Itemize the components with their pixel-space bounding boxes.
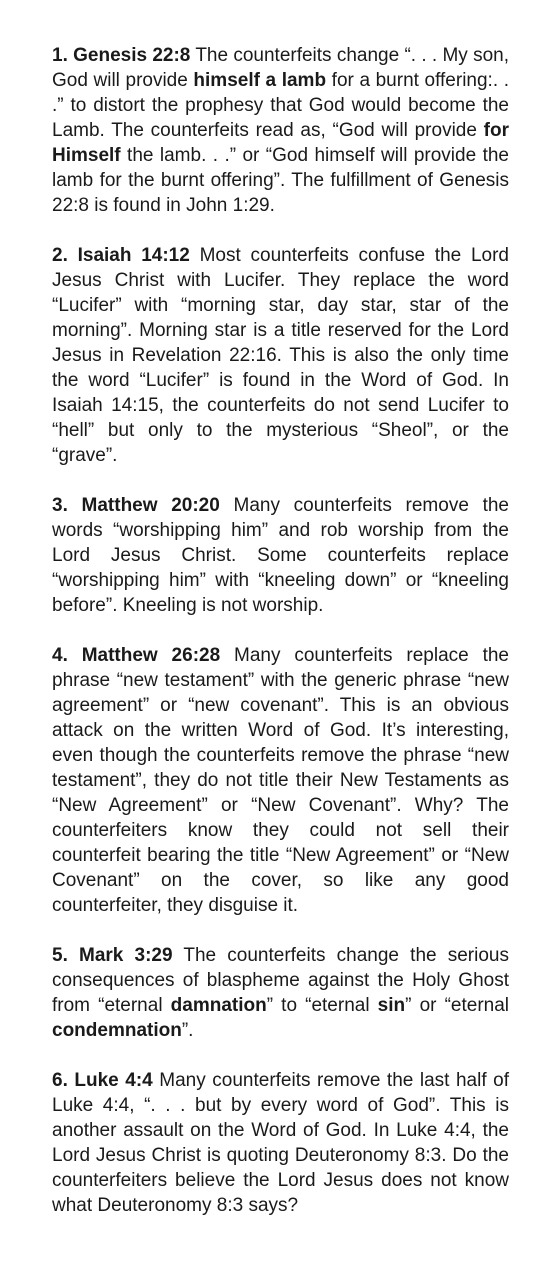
entry-text: the lamb. . .” or “God himself will provide the lamb for the burnt offering”. The fulfillment of Genesis 22:8 is found in John 1:29. [52, 145, 509, 216]
emphasis-text: himself a lamb [193, 70, 327, 91]
entry-mark-3-29 [52, 943, 509, 1043]
entry-text: Many counterfeits remove the last half of Luke 4:4, “. . . but by every word of God”. This is another assault on the Word of God. In Luke 4:4, the Lord Jesus Christ is quoting Deuteronomy 8:3. Do the counterfeiters believe the Lord Jesus does not know what Deuteronomy 8:3 says? [52, 1070, 509, 1216]
entry-text: Many counterfeits replace the phrase “new testament” with the generic phrase “new agreement” or “new covenant”. This is an obvious attack on the written Word of God. It’s interesting, even though the counterfeits remove the phrase “new testament”, they do not title their New Testaments as “New Agreement” or “New Covenant”. Why? The counterfeiters know they could not sell their counterfeit bearing the title “New Agreement” or “New Covenant” on the cover, so like any good counterfeiter, they disguise it. [52, 645, 509, 916]
verse-reference: 6. Luke 4:4 [52, 1070, 153, 1091]
entry-text: Most counterfeits confuse the Lord Jesus Christ with Lucifer. They replace the word “Lucifer” with “morning star, day star, star of the morning”. Morning star is a title reserved for the Lord Jesus in Revelation 22:16. This is also the only time the word “Lucifer” is found in the Word of God. In Isaiah 14:15, the counterfeits do not send Lucifer to “hell” but only to the mysterious “Sheol”, or the “grave”. [52, 245, 509, 466]
entry-genesis-22-8 [52, 43, 509, 218]
entry-text: Many counterfeits remove the words “worshipping him” and rob worship from the Lord Jesus Christ. Some counterfeits replace “worshipping him” with “kneeling down” or “kneeling before”. Kneeling is not worship. [52, 495, 509, 616]
entry-text: for a burnt offering:. . .” to distort the prophesy that God would become the Lamb. The counterfeits read as, “God will provide [52, 70, 509, 141]
entry-text: ”. [181, 1020, 194, 1041]
entry-luke-4-4 [52, 1068, 509, 1218]
emphasis-text: for Himself [52, 120, 509, 166]
verse-reference: 3. Matthew 20:20 [52, 495, 220, 516]
verse-reference: 5. Mark 3:29 [52, 945, 173, 966]
verse-reference: 2. Isaiah 14:12 [52, 245, 190, 266]
entry-matthew-26-28 [52, 643, 509, 918]
entry-isaiah-14-12 [52, 243, 509, 468]
emphasis-text: sin [377, 995, 406, 1016]
entry-text: ” to “eternal [266, 995, 378, 1016]
emphasis-text: damnation [170, 995, 267, 1016]
entry-text: The counterfeits change “. . . My son, God will provide [52, 45, 509, 91]
entry-text: ” or “eternal [405, 995, 509, 1016]
verse-reference: 1. Genesis 22:8 [52, 45, 191, 66]
entry-text: The counterfeits change the serious consequences of blaspheme against the Holy Ghost from “eternal [52, 945, 509, 1016]
emphasis-text: condemnation [52, 1020, 182, 1041]
entry-matthew-20-20 [52, 493, 509, 618]
verse-reference: 4. Matthew 26:28 [52, 645, 221, 666]
